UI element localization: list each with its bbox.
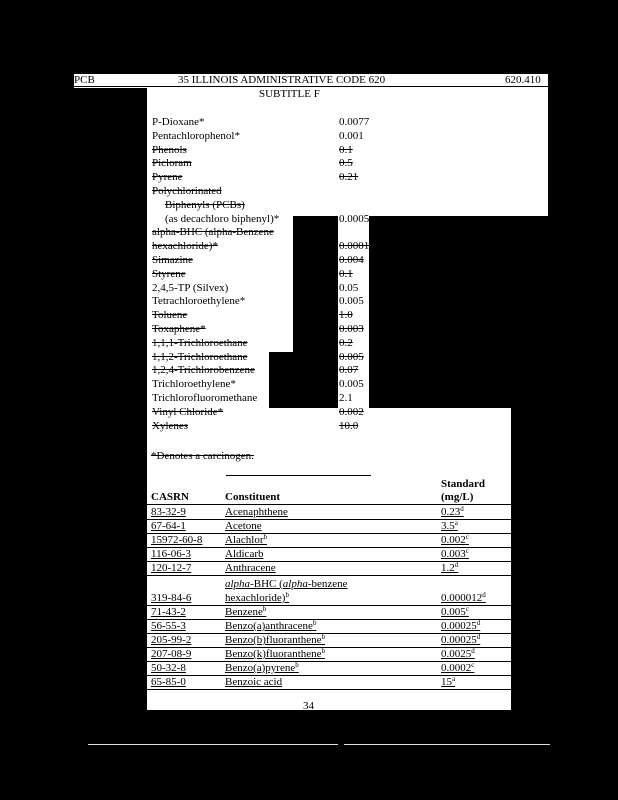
footnote-marker: c [465, 533, 469, 541]
footnote-marker: a [454, 519, 458, 527]
page-number: 34 [303, 700, 314, 712]
casrn-cell: 50-32-8 [151, 662, 186, 674]
col-header-constituent: Constituent [225, 491, 281, 503]
standard-cell: 0.003$^c$ [441, 547, 469, 560]
old-item-name: Phenols [152, 144, 187, 156]
old-item-value: 1.0 [339, 309, 353, 321]
footnote-marker: d [460, 505, 464, 513]
old-item-name: Pyrene [152, 171, 183, 183]
footnote-marker: b [263, 533, 267, 541]
standard-cell: 0.000012$^d$ [441, 591, 486, 604]
col-header-units: (mg/L) [441, 491, 474, 503]
casrn-cell: 120-12-7 [151, 562, 192, 574]
footnote-marker: d [476, 633, 481, 641]
name-fragment: -benzene [307, 578, 348, 590]
casrn-cell: 83-32-9 [151, 506, 186, 518]
old-item-name: (as decachloro biphenyl)* [165, 213, 280, 225]
casrn-cell: 116-06-3 [151, 548, 191, 560]
old-item-name: alpha-BHC (alpha-Benzene [152, 226, 274, 238]
old-item-name: Trichloroethylene* [152, 378, 236, 390]
alpha-text: alpha [225, 578, 251, 590]
bottom-rule-1 [88, 744, 338, 745]
standard-cell: 3.5$^a$ [441, 519, 458, 532]
old-item-value: 0.00011 [339, 240, 375, 252]
footnote-marker: b [262, 605, 267, 613]
old-item-value: 0.001 [339, 130, 364, 142]
col-header-casrn: CASRN [151, 491, 189, 503]
old-item-value: 0.005 [339, 378, 364, 390]
old-item-name: Pentachlorophenol* [152, 130, 240, 142]
old-item-name: P-Dioxane* [152, 116, 205, 128]
old-item-name: Styrene [152, 268, 186, 280]
old-item-name: Tetrachloroethylene* [152, 295, 246, 307]
old-item-value: 0.1 [339, 268, 353, 280]
header-left: PCB [74, 74, 95, 86]
header-right: 620.410 [505, 74, 541, 86]
constituent-cell: Benzoic acid [225, 676, 283, 688]
casrn-cell: 207-08-9 [151, 648, 192, 660]
old-item-name: hexachloride)* [152, 240, 218, 252]
standard-cell: 0.23$^d$ [441, 505, 464, 518]
old-item-value: 2.1 [339, 392, 353, 404]
casrn-cell: 205-99-2 [151, 634, 192, 646]
constituent-cell: Aldicarb [225, 548, 264, 560]
standard-cell: 0.002$^c$ [441, 533, 469, 546]
old-item-value: 0.1 [339, 144, 353, 156]
standard-cell: 0.00025$^d$ [441, 619, 481, 632]
old-item-value: 0.003 [339, 323, 364, 335]
old-item-name: Xylenes [152, 420, 189, 432]
constituent-cell: Acetone [225, 520, 262, 532]
old-item-name: Toxaphene* [152, 323, 206, 335]
constituent-cell: Benzo(b)fluoranthene$^b$ [225, 633, 326, 646]
standard-cell: 1.2$^d$ [441, 561, 459, 574]
old-item-value: 0.005 [339, 295, 364, 307]
standard-cell: 0.0025$^d$ [441, 647, 475, 660]
footnote-marker: c [465, 605, 469, 613]
carcinogen-footnote: *Denotes a carcinogen. [151, 450, 254, 462]
standard-cell: 0.00025$^d$ [441, 633, 481, 646]
old-item-value: 10.0 [339, 420, 359, 432]
footnote-marker: c [465, 547, 469, 555]
old-item-value: 0.004 [339, 254, 364, 266]
constituent-cell: Benzo(a)pyrene$^b$ [225, 661, 299, 674]
old-item-value: 0.0077 [339, 116, 370, 128]
casrn-cell: 319-84-6 [151, 592, 192, 604]
col-header-standard: Standard [441, 478, 486, 490]
old-item-value: 0.21 [339, 171, 359, 183]
header-rule [74, 86, 548, 87]
old-item-name: 1,1,2-Trichloroethane [152, 351, 248, 363]
name-fragment: -BHC ( [250, 578, 283, 590]
footnote-marker: b [295, 661, 299, 669]
standard-cell: 15$^a$ [441, 675, 456, 688]
footnote-marker: b [321, 647, 326, 655]
footnote-rule [226, 475, 371, 476]
old-item-value: 0.07 [339, 364, 359, 376]
old-item-name: Biphenyls (PCBs) [165, 199, 245, 211]
footnote-marker: b [321, 633, 326, 641]
old-item-name: Simazine [152, 254, 193, 266]
casrn-cell: 15972-60-8 [151, 534, 203, 546]
footnote-marker: c [471, 661, 475, 669]
constituent-name-line1 [225, 578, 348, 591]
alpha-text: alpha [282, 578, 308, 590]
old-item-value: 0.5 [339, 157, 353, 169]
constituent-cell: Benzene$^b$ [225, 605, 267, 618]
footnote-marker: a [452, 675, 456, 683]
old-item-value: 0.005 [339, 351, 364, 363]
header-center: 35 ILLINOIS ADMINISTRATIVE CODE 620 [178, 74, 386, 86]
footnote-marker: d [476, 619, 481, 627]
row-rule [145, 575, 511, 576]
old-item-name: 1,1,1-Trichloroethane [152, 337, 248, 349]
old-item-name: 2,4,5-TP (Silvex) [152, 282, 229, 294]
footnote-marker: d [454, 561, 459, 569]
casrn-cell: 67-64-1 [151, 520, 186, 532]
constituent-cell: Benzo(k)fluoranthene$^b$ [225, 647, 326, 660]
footnote-marker: b [312, 619, 317, 627]
casrn-cell: 56-55-3 [151, 620, 186, 632]
old-item-name: Picloram [152, 157, 192, 169]
old-item-name: Toluene [152, 309, 188, 321]
row-rule [145, 675, 511, 676]
constituent-cell: hexachloride)$^b$ [225, 591, 289, 604]
constituent-cell: Benzo(a)anthracene$^b$ [225, 619, 317, 632]
old-item-name: 1,2,4-Trichlorobenzene [152, 364, 255, 376]
old-item-name: Vinyl Chloride* [152, 406, 224, 418]
old-item-name: Polychlorinated [152, 185, 222, 197]
constituent-cell: Anthracene [225, 562, 276, 574]
old-item-value: 0.2 [339, 337, 353, 349]
standard-cell: 0.005$^c$ [441, 605, 469, 618]
old-item-value: 0.0005 [339, 213, 370, 225]
constituent-cell: Alachlor$^b$ [225, 533, 267, 546]
casrn-cell: 71-43-2 [151, 606, 186, 618]
constituent-cell: Acenaphthene [225, 506, 288, 518]
old-item-value: 0.002 [339, 406, 364, 418]
old-item-name: Trichlorofluoromethane [152, 392, 258, 404]
bottom-rule-2 [344, 744, 550, 745]
old-item-value: 0.05 [339, 282, 359, 294]
footnote-marker: d [482, 591, 486, 599]
header-subtitle: SUBTITLE F [259, 88, 320, 100]
table-header-rule [145, 504, 511, 505]
footnote-marker: b [285, 591, 289, 599]
row-rule [145, 689, 511, 690]
casrn-cell: 65-85-0 [151, 676, 186, 688]
footnote-marker: d [471, 647, 475, 655]
standard-cell: 0.0002$^c$ [441, 661, 475, 674]
